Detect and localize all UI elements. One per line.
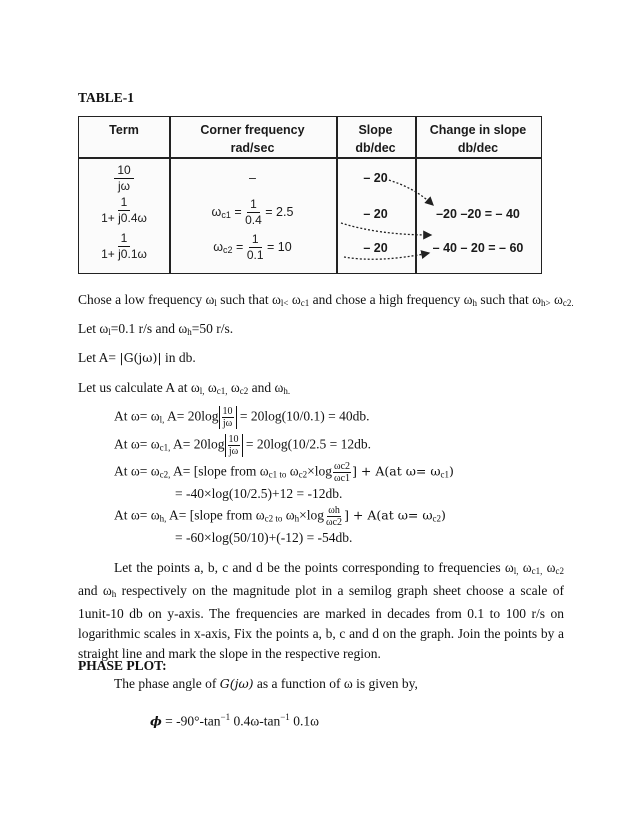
paragraph-frequency-choice: Chose a low frequency $\omega_l$ such that $\omega_{l<}$ $\omega_{c1}$ and chose a high frequency $\omega_h$ such that $\omega_{h>}$ $\omega_{c2.}$ (78, 292, 574, 308)
slope-cell: – 20 (363, 207, 388, 221)
header-change-in-slope: Change in slope db/dec (429, 123, 527, 155)
table-row: $\frac{1}{1+ j0.1\omega}$ (101, 231, 147, 261)
change-cell: – 40 – 20 = – 60 (432, 241, 524, 255)
slope-arrows (79, 117, 541, 273)
paragraph-frequency-values: Let $\omega_l=0.1$ r/s and $\omega_h=50$ r/s. (78, 321, 234, 337)
equation-omega-h-result: = -60×log(50/10)+(-12) = -54db. (175, 530, 353, 545)
table-title: TABLE-1 (78, 90, 135, 105)
corner-cell: – (249, 171, 256, 185)
paragraph-phase-angle: The phase angle of G(jω) as a function of ω is given by, (114, 676, 418, 691)
equation-omega-c2-result: = -40×log(10/2.5)+12 = -12db. (175, 486, 343, 501)
equation-omega-c1: At $\omega= \omega_{c1,}$ A= 20log $\frac{10}{j\omega}$ = 20log(10/2.5 = 12db. (114, 434, 371, 457)
corner-cell: $\omega_{c2}$ = $\frac{1}{0.1}$ = 10 (213, 232, 292, 262)
table-row: $\frac{10}{j\omega}$ (79, 163, 169, 194)
corner-cell: $\omega_{c1}$ = $\frac{1}{0.4}$ = 2.5 (211, 197, 294, 227)
change-cell: –20 –20 = – 40 (436, 207, 520, 221)
paragraph-define-a: Let A= |G(jω)| in db. (78, 350, 196, 365)
paragraph-plot-instructions: Let the points a, b, c and d be the points corresponding to frequencies $\omega_{l,}$ $\omega_{c1,}$ $\omega_{c2}$ and $\omega_h$ respectively on the magnitude plot in a semilog graph sheet choose a scale of 1unit-10 db on y-axis. The frequencies are marked in decades from 0.1 to 100 r/s on logarithmic scales in x-axis, Fix the points a, b, c and d on the graph. Join the points by a straight line and mark the slope in the respective region. (78, 560, 564, 661)
header-corner-frequency: Corner frequency rad/sec (200, 123, 305, 155)
equation-omega-l: At $\omega= \omega_{l,}$ A= 20log $\frac{10}{j\omega}$ = 20log(10/0.1) = 40db. (114, 406, 370, 429)
arrow-1 (385, 179, 433, 205)
equation-phase: $\phi = -90^\circ-\tan^{-1}$ $0.4\omega-\tan^{-1}$ 0.1ω (150, 712, 319, 729)
slope-cell: – 20 (363, 171, 388, 185)
arrow-2 (341, 223, 431, 235)
header-slope: Slope db/dec (355, 123, 396, 155)
slope-cell: – 20 (363, 241, 388, 255)
arrow-3 (344, 253, 429, 259)
equation-omega-h: At $\omega= \omega_{h,}$ A= [slope from $\omega_{c2 to}$ $\omega_h\times\log$ $\frac{\omega h}{\omega c2}$ ] + A(at $\omega= \omega_{c2}$) (114, 505, 446, 528)
equation-omega-c2: At $\omega= \omega_{c2,}$ A= [slope from $\omega_{c1 to}$ $\omega_{c2}\times\log$ $\frac{\omega c2}{\omega c1}$ ] + A(at $\omega= \omega_{c1}$) (114, 461, 454, 484)
corner-frequency-table (78, 116, 542, 274)
table-row: $\frac{1}{1+ j0.4\omega}$ (101, 195, 147, 225)
phase-plot-heading: PHASE PLOT: (78, 658, 167, 673)
paragraph-calculate: Let us calculate A at $\omega_{l,}$ $\omega_{c1,}$ $\omega_{c2}$ and $\omega_{h.}$ (78, 380, 291, 396)
header-term: Term (109, 123, 139, 137)
